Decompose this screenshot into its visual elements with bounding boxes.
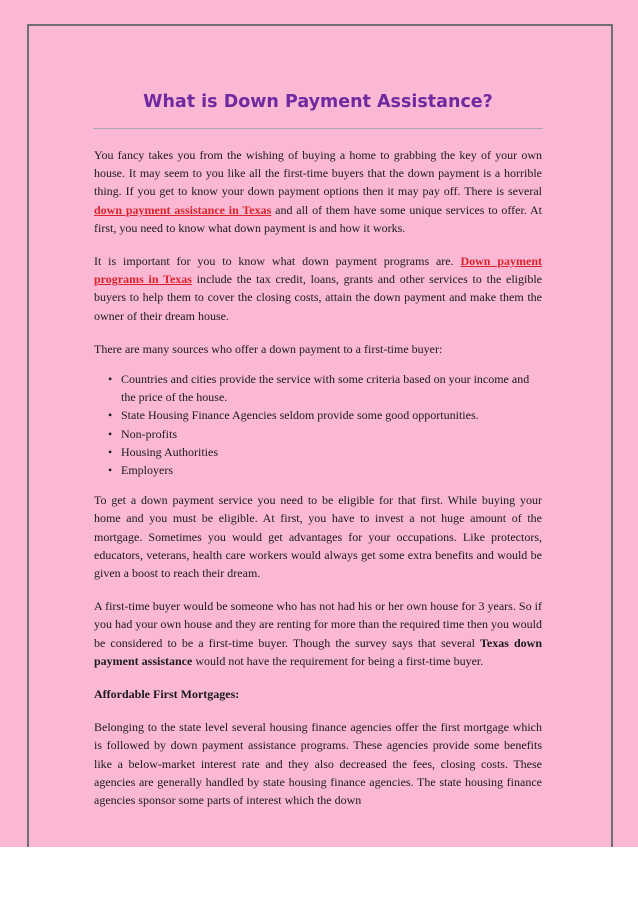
- paragraph-intro: You fancy takes you from the wishing of buying a home to grabbing the key of your own house. It may seem to you like all the first-time buyers that the down payment is a horrible thing. If you get to know your down payment options then it may pay off. There is several down payment assistance in Texas and all of them have some unique services to offer. At first, you need to know what down payment is and how it works.: [94, 148, 542, 235]
- document-title: What is Down Payment Assistance?: [143, 92, 493, 112]
- bold-texas-assistance: Texas down payment assistance: [94, 635, 542, 668]
- link-down-payment-assistance-texas[interactable]: down payment assistance in Texas: [94, 202, 272, 217]
- paragraph-sources: There are many sources who offer a down payment to a first-time buyer:: [94, 341, 443, 356]
- article-body: [94, 146, 542, 824]
- list-item: • State Housing Finance Agencies seldom provide some good opportunities.: [121, 406, 542, 424]
- paragraph-eligibility: To get a down payment service you need to be eligible for that first. While buying your home and you must be eligible. At first, you have to invest a not huge amount of the mortgage. Sometimes you would get advantages for your occupations. Like protectors, educators, veterans, health care workers would always get some extra benefits and would be given a boost to reach their dream.: [94, 493, 542, 581]
- bullet-icon: •: [108, 408, 113, 423]
- list-item: • Countries and cities provide the service with some criteria based on your income and the price of the house.: [108, 372, 530, 405]
- list-item: • Non-profits: [121, 425, 542, 443]
- paragraph-state-agencies: Belonging to the state level several housing finance agencies offer the first mortgage which is followed by down payment assistance programs. These agencies provide some benefits like a below-market interest rate and they also decreased the fees, closing costs. These agencies are generally handled by state housing finance agencies. The state housing finance agencies sponsor some parts of interest which the down: [94, 720, 542, 808]
- link-down-payment-programs-texas[interactable]: Down payment programs in Texas: [94, 254, 542, 287]
- page-bottom-margin: [0, 847, 638, 903]
- paragraph-programs: It is important for you to know what down payment programs are. Down payment programs in Texas include the tax credit, loans, grants and other services to the eligible buyers to help them to cover the closing costs, attain the down payment and make them the owner of their dream house.: [94, 254, 542, 323]
- title-divider: [93, 128, 543, 129]
- list-item: • Housing Authorities: [121, 443, 542, 461]
- sources-list: [94, 370, 542, 479]
- bullet-icon: •: [108, 444, 113, 459]
- bullet-icon: •: [108, 463, 113, 478]
- paragraph-first-time-buyer: A first-time buyer would be someone who has not had his or her own house for 3 years. So if you had your own house and they are renting for more than the required time then you would be considered to be a first-time buyer. Though the survey says that several Texas down payment assistance would not have the requirement for being a first-time buyer.: [94, 599, 542, 668]
- bullet-icon: •: [108, 372, 113, 387]
- section-heading-affordable-mortgages: Affordable First Mortgages:: [94, 687, 240, 702]
- bullet-icon: •: [108, 426, 113, 441]
- list-item: • Employers: [121, 461, 542, 479]
